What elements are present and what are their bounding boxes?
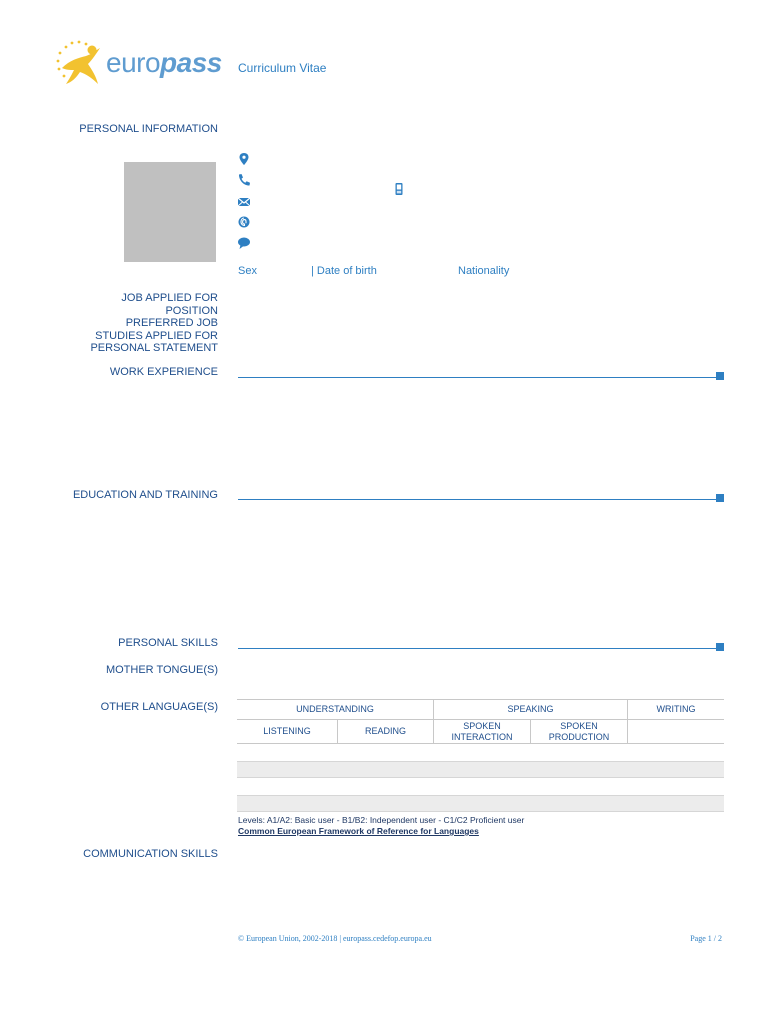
other-languages-label: OTHER LANGUAGE(S) [100,701,218,713]
mother-tongue-label: MOTHER TONGUE(S) [105,664,218,676]
personal-information-label: PERSONAL INFORMATION [79,123,218,135]
position-label: POSITION [165,304,218,317]
language-row-band [237,761,724,778]
understanding-header: UNDERSTANDING [296,704,374,714]
listening-header: LISTENING [263,726,311,736]
communication-skills-label: COMMUNICATION SKILLS [83,848,218,860]
levels-note: Levels: A1/A2: Basic user - B1/B2: Independent user - C1/C2 Proficient user [238,815,525,825]
footer-page-number: Page 1 / 2 [690,934,722,943]
instant-messaging-icon [236,236,252,250]
personal-statement-label: PERSONAL STATEMENT [90,342,218,354]
europass-wordmark: europass [106,47,222,78]
footer-copyright: © European Union, 2002-2018 | europass.cedefop.europa.eu [238,934,432,943]
job-applied-for-label [90,292,218,355]
cefr-link[interactable]: Common European Framework of Reference for Languages [238,826,479,836]
work-experience-divider [238,372,724,380]
document-title: Curriculum Vitae [238,61,327,75]
spoken-production-header: SPOKEN PRODUCTION [530,720,627,743]
spoken-interaction-header: SPOKEN INTERACTION [433,720,530,743]
phone-icon [236,173,252,187]
mobile-phone-icon [393,182,405,196]
writing-header: WRITING [627,700,724,719]
education-training-divider [238,494,724,502]
europass-star-figure-icon [52,38,108,90]
personal-skills-label: PERSONAL SKILLS [118,637,218,649]
sex-label: Sex [238,265,257,277]
language-table-header-row [237,699,724,720]
location-pin-icon [236,152,252,166]
language-row-band [237,795,724,812]
education-training-label: EDUCATION AND TRAINING [72,489,218,501]
studies-applied-for-label: STUDIES APPLIED FOR [95,329,218,342]
job-applied-for-line1: JOB APPLIED FOR [121,292,218,304]
nationality-label: Nationality [458,265,510,277]
language-table-subheader-row [237,720,724,744]
reading-header: READING [337,720,433,743]
photo-placeholder [124,162,216,262]
work-experience-label: WORK EXPERIENCE [109,366,218,378]
speaking-header: SPEAKING [433,700,627,719]
europass-logo [52,38,222,90]
language-table [237,699,724,744]
date-of-birth-label: | Date of birth [311,265,377,277]
email-icon [236,195,252,209]
preferred-job-label: PREFERRED JOB [125,317,218,329]
website-icon [236,215,252,229]
writing-subheader-empty [627,720,724,743]
personal-skills-divider [238,643,724,651]
